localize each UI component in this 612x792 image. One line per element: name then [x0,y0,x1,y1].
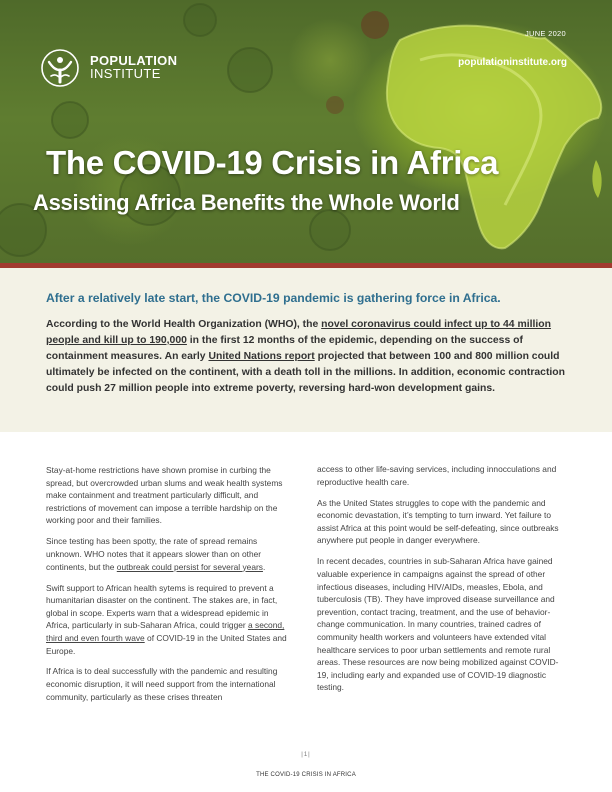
body-column-left [46,464,294,712]
un-report-link[interactable]: United Nations report [208,351,315,362]
body-text: Since testing has been spotty, the rate of spread remains unknown. WHO notes that it appears slower than on other continents, but the [46,536,262,572]
body-text: Swift support to African health sytems is required to prevent a humanitarian disaster on the continent. The stakes are, in fact, global in scope. Experts warn that a widespread epidemic in Africa, particularly in sub-Saharan Africa, could trigger [46,582,278,631]
logo-line-1: POPULATION [90,53,178,68]
publication-date: JUNE 2020 [524,29,566,38]
intro-text-1: According to the World Health Organization (WHO), the [46,319,322,330]
logo-line-2: INSTITUTE [90,66,161,81]
second-wave-link[interactable]: a second, third and even fourth wave [46,620,285,643]
intro-text-3: projected that between 100 and 800 million could ultimately be infected on the continent, with a death toll in the millions. In addition, economic contraction could push 27 million people into extreme poverty, reversing hard-won development gains. [46,351,565,394]
body-paragraph [46,582,294,658]
body-text: . [262,561,266,572]
outbreak-persist-link[interactable]: outbreak could persist for several years [116,561,263,572]
hero-banner [0,0,612,263]
page-subtitle: Assisting Africa Benefits the Whole World [33,190,460,215]
intro-paragraph [46,317,568,397]
body-paragraph: access to other life-saving services, including innocculations and reproductive health care. [317,464,557,487]
body-text: of COVID-19 in the United States and Europe. [46,632,287,656]
lead-sentence: After a relatively late start, the COVID-19 pandemic is gathering force in Africa. [46,291,501,305]
body-paragraph: If Africa is to deal successfully with the pandemic and resulting economic disruption, it will need support from the international community, particularly as these crises threaten [46,666,278,702]
page-number: |1| [301,752,311,758]
organization-logo-text [90,54,177,80]
running-footer: THE COVID-19 CRISIS IN AFRICA [256,772,356,778]
intro-text-2: in the first 12 months of the epidemic, depending on the success of containment measures. An early [46,335,523,362]
body-paragraph: Stay-at-home restrictions have shown promise in curbing the spread, but overcrowded urban slums and weak health systems make containment and treatment particularly difficult, and restrictions of movement can impose a terrible hardship on the working poor and their families. [46,465,283,526]
body-paragraph [46,535,294,573]
population-institute-figure-icon [40,48,80,88]
body-paragraph: As the United States struggles to cope with the pandemic and economic devastation, it’s tempting to turn inward. Yet failure to assist Africa at this point would be self-defeating, since outbreaks anywhere put people in danger everywhere. [317,497,559,546]
website-link[interactable]: populationinstitute.org [458,57,567,68]
body-column-right [317,463,565,702]
virus-africa-illustration [0,0,612,263]
body-paragraph: In recent decades, countries in sub-Saharan Africa have gained valuable experience in campaigns against the spread of other infectious diseases, including HIV/AIDs, measles, Ebola, and tuberculosis (TB). They have improved disease surveillance and prevention, contact tracing, treatment, and the use of behavior-change communication. In many countries, trained cadres of community health workers and volunteers have extended vital healthcare services to poor urban settlements and remote rural areas. These resources are now being mobilized against COVID-19, including early and expanded use of COVID-19 diagnostic testing. [317,556,559,693]
who-estimate-link[interactable]: novel coronavirus could infect up to 44 million people and kill up to 190,000 [46,319,551,346]
page-title: The COVID-19 Crisis in Africa [46,144,499,181]
